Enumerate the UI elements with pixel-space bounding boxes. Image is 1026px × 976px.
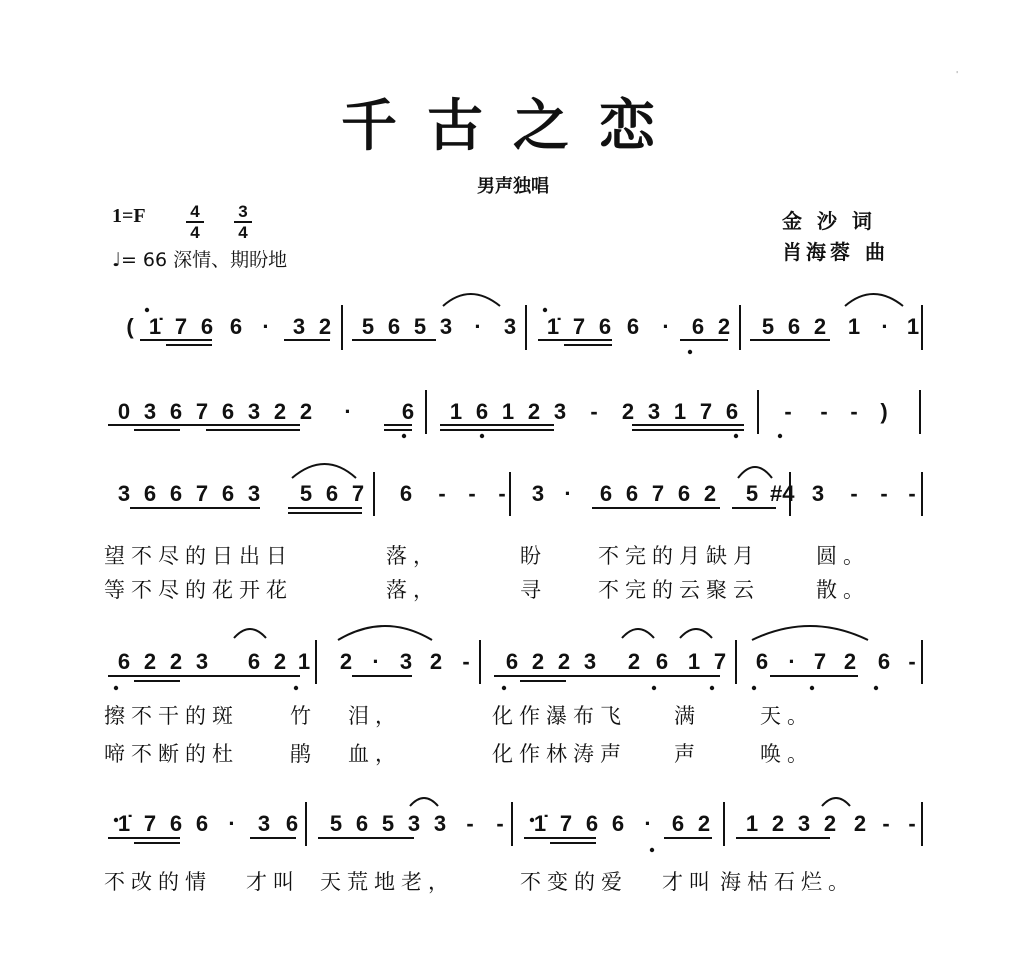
lyric-line-2: 落， bbox=[386, 578, 440, 602]
lyric-line-2: 化作林涛声 bbox=[492, 742, 627, 766]
jianpu-note: 3 bbox=[503, 314, 517, 339]
jianpu-note: 2 bbox=[169, 649, 183, 674]
jianpu-note: 1̇ bbox=[148, 314, 162, 339]
jianpu-note: · bbox=[644, 811, 652, 836]
jianpu-note: 2 bbox=[318, 314, 332, 339]
jianpu-note: - bbox=[496, 811, 504, 836]
jianpu-note: ( bbox=[126, 314, 134, 339]
lyric-line-2: 啼不断的杜 bbox=[104, 742, 239, 766]
jianpu-note: 2 bbox=[823, 811, 837, 836]
jianpu-note: 2 bbox=[703, 481, 717, 506]
jianpu-note: - bbox=[850, 399, 858, 424]
jianpu-note: 1̇ bbox=[533, 811, 547, 836]
jianpu-note: 2 bbox=[843, 649, 857, 674]
jianpu-note: 6 bbox=[598, 314, 612, 339]
jianpu-note: 3 bbox=[247, 399, 261, 424]
jianpu-note: · bbox=[474, 314, 482, 339]
jianpu-note: 2 bbox=[697, 811, 711, 836]
jianpu-note: 5 bbox=[745, 481, 759, 506]
jianpu-note: 2 bbox=[717, 314, 731, 339]
lyric-line-1: 天荒地老， bbox=[320, 870, 455, 894]
jianpu-note: 3 bbox=[257, 811, 271, 836]
lyric-line-1: 满 bbox=[674, 704, 701, 728]
lyric-line-1: 不变的爱 bbox=[520, 870, 628, 894]
jianpu-note: 2 bbox=[853, 811, 867, 836]
jianpu-note: 6 bbox=[355, 811, 369, 836]
jianpu-note: 2 bbox=[143, 649, 157, 674]
jianpu-note: 3 bbox=[647, 399, 661, 424]
jianpu-note: · bbox=[788, 649, 796, 674]
jianpu-note: 7 bbox=[195, 481, 209, 506]
jianpu-note: 7 bbox=[195, 399, 209, 424]
lyric-line-2: 散。 bbox=[816, 578, 870, 602]
jianpu-note: 3 bbox=[433, 811, 447, 836]
jianpu-note: 3 bbox=[247, 481, 261, 506]
lyric-line-2: 血， bbox=[348, 742, 402, 766]
jianpu-note: 6 bbox=[599, 481, 613, 506]
jianpu-note: ) bbox=[880, 399, 888, 424]
jianpu-note: 7 bbox=[651, 481, 665, 506]
jianpu-note: 5 bbox=[361, 314, 375, 339]
lyric-line-1: 不改的情 bbox=[104, 870, 212, 894]
jianpu-note: 6 bbox=[247, 649, 261, 674]
jianpu-note: 1̇ bbox=[117, 811, 131, 836]
jianpu-note: 5 bbox=[299, 481, 313, 506]
jianpu-note: 6 bbox=[755, 649, 769, 674]
time-sig-bottom: 4 bbox=[190, 223, 200, 242]
lyric-line-1: 不完的月缺月 bbox=[598, 544, 760, 568]
lyric-line-1: 落， bbox=[386, 544, 440, 568]
jianpu-note: 6 bbox=[285, 811, 299, 836]
jianpu-note: 3 bbox=[797, 811, 811, 836]
jianpu-note: - bbox=[908, 649, 916, 674]
jianpu-note: 3 bbox=[439, 314, 453, 339]
jianpu-note: - bbox=[438, 481, 446, 506]
jianpu-note: 2 bbox=[273, 399, 287, 424]
lyric-line-1: 擦不干的斑 bbox=[104, 704, 239, 728]
jianpu-note: 2 bbox=[771, 811, 785, 836]
jianpu-note: 6 bbox=[387, 314, 401, 339]
jianpu-note: 7 bbox=[699, 399, 713, 424]
jianpu-note: 6 bbox=[691, 314, 705, 339]
jianpu-note: 6 bbox=[475, 399, 489, 424]
jianpu-note: 6 bbox=[195, 811, 209, 836]
jianpu-note: 6 bbox=[626, 314, 640, 339]
jianpu-note: - bbox=[882, 811, 890, 836]
jianpu-note: 6 bbox=[143, 481, 157, 506]
jianpu-note: 6 bbox=[877, 649, 891, 674]
jianpu-note: - bbox=[908, 811, 916, 836]
performance-type: 男声独唱 bbox=[477, 176, 549, 197]
jianpu-note: - bbox=[820, 399, 828, 424]
jianpu-note: 1 bbox=[687, 649, 701, 674]
jianpu-note: 0 bbox=[117, 399, 131, 424]
jianpu-note: 7 bbox=[559, 811, 573, 836]
jianpu-note: 1 bbox=[906, 314, 920, 339]
jianpu-note: · bbox=[372, 649, 380, 674]
jianpu-note: 2 bbox=[273, 649, 287, 674]
lyric-line-1: 圆。 bbox=[816, 544, 870, 568]
jianpu-note: 6 bbox=[229, 314, 243, 339]
jianpu-note: 2 bbox=[621, 399, 635, 424]
jianpu-note: 6 bbox=[401, 399, 415, 424]
jianpu-note: 3 bbox=[292, 314, 306, 339]
time-sig-top: 4 bbox=[190, 202, 200, 221]
lyric-line-1: 望不尽的日出日 bbox=[104, 544, 293, 568]
jianpu-note: 3 bbox=[117, 481, 131, 506]
jianpu-note: - bbox=[498, 481, 506, 506]
jianpu-note: 1 bbox=[673, 399, 687, 424]
jianpu-note: 1 bbox=[745, 811, 759, 836]
jianpu-note: · bbox=[344, 399, 352, 424]
lyric-line-1: 化作瀑布飞 bbox=[492, 704, 627, 728]
composer-credit: 肖海蓉 曲 bbox=[782, 240, 889, 264]
jianpu-note: 6 bbox=[200, 314, 214, 339]
jianpu-note: 1 bbox=[297, 649, 311, 674]
jianpu-note: 2 bbox=[557, 649, 571, 674]
jianpu-note: 6 bbox=[625, 481, 639, 506]
lyric-line-2: 声 bbox=[674, 742, 701, 766]
jianpu-note: 6 bbox=[655, 649, 669, 674]
jianpu-note: 2 bbox=[627, 649, 641, 674]
jianpu-note: 6 bbox=[117, 649, 131, 674]
jianpu-note: 3 bbox=[399, 649, 413, 674]
key-signature: 1=F bbox=[112, 205, 146, 227]
time-sig-bottom: 4 bbox=[238, 223, 248, 242]
jianpu-note: - bbox=[590, 399, 598, 424]
jianpu-note: - bbox=[466, 811, 474, 836]
jianpu-note: 6 bbox=[787, 314, 801, 339]
lyric-line-2: 唤。 bbox=[760, 742, 814, 766]
lyric-line-1: 泪， bbox=[348, 704, 402, 728]
jianpu-note: 6 bbox=[725, 399, 739, 424]
jianpu-note: - bbox=[468, 481, 476, 506]
jianpu-note: - bbox=[850, 481, 858, 506]
lyricist-credit: 金 沙 词 bbox=[782, 209, 876, 233]
jianpu-note: 5 bbox=[381, 811, 395, 836]
lyric-line-1: 竹 bbox=[290, 704, 317, 728]
jianpu-note: 5 bbox=[413, 314, 427, 339]
jianpu-note: 3 bbox=[531, 481, 545, 506]
jianpu-note: 6 bbox=[671, 811, 685, 836]
lyric-line-1: 盼 bbox=[520, 544, 547, 568]
jianpu-note: 3 bbox=[811, 481, 825, 506]
jianpu-note: 7 bbox=[813, 649, 827, 674]
jianpu-note: 3 bbox=[407, 811, 421, 836]
jianpu-note: · bbox=[662, 314, 670, 339]
jianpu-note: 6 bbox=[585, 811, 599, 836]
jianpu-note: 6 bbox=[169, 399, 183, 424]
jianpu-note: · bbox=[881, 314, 889, 339]
jianpu-note: 6 bbox=[611, 811, 625, 836]
lyric-line-1: 海枯石烂。 bbox=[720, 870, 855, 894]
jianpu-note: 3 bbox=[553, 399, 567, 424]
jianpu-note: 3 bbox=[583, 649, 597, 674]
jianpu-note: 2 bbox=[339, 649, 353, 674]
time-sig-top: 3 bbox=[238, 202, 248, 221]
lyric-line-1: 才叫 bbox=[246, 870, 300, 894]
jianpu-note: · bbox=[262, 314, 270, 339]
corner-mark: ' bbox=[956, 70, 959, 79]
jianpu-note: - bbox=[784, 399, 792, 424]
jianpu-note: 3 bbox=[143, 399, 157, 424]
jianpu-note: 7 bbox=[351, 481, 365, 506]
jianpu-note: 5 bbox=[761, 314, 775, 339]
jianpu-note: 7 bbox=[143, 811, 157, 836]
jianpu-note: 1 bbox=[847, 314, 861, 339]
jianpu-note: 1̇ bbox=[546, 314, 560, 339]
jianpu-note: 7 bbox=[713, 649, 727, 674]
jianpu-note: 3 bbox=[195, 649, 209, 674]
jianpu-note: 6 bbox=[221, 481, 235, 506]
jianpu-note: 7 bbox=[174, 314, 188, 339]
jianpu-note: · bbox=[564, 481, 572, 506]
lyric-line-1: 天。 bbox=[760, 704, 814, 728]
tempo-marking: ♩= 66 深情、期盼地 bbox=[112, 249, 288, 271]
jianpu-note: - bbox=[908, 481, 916, 506]
jianpu-note: 2 bbox=[429, 649, 443, 674]
jianpu-note: 6 bbox=[169, 481, 183, 506]
song-title: 千古之恋 bbox=[341, 94, 685, 159]
jianpu-note: 5 bbox=[329, 811, 343, 836]
jianpu-note: 7 bbox=[572, 314, 586, 339]
jianpu-note: 6 bbox=[169, 811, 183, 836]
jianpu-note: 6 bbox=[325, 481, 339, 506]
jianpu-note: 2 bbox=[527, 399, 541, 424]
lyric-line-2: 等不尽的花开花 bbox=[104, 578, 293, 602]
lyric-line-1: 才叫 bbox=[662, 870, 716, 894]
jianpu-note: 6 bbox=[221, 399, 235, 424]
jianpu-note: #4 bbox=[770, 481, 795, 506]
jianpu-note: 2 bbox=[813, 314, 827, 339]
jianpu-note: 2 bbox=[299, 399, 313, 424]
jianpu-note: 1 bbox=[501, 399, 515, 424]
jianpu-note: - bbox=[880, 481, 888, 506]
jianpu-note: 6 bbox=[677, 481, 691, 506]
jianpu-note: 1 bbox=[449, 399, 463, 424]
jianpu-note: 6 bbox=[505, 649, 519, 674]
lyric-line-2: 鹃 bbox=[290, 742, 317, 766]
lyric-line-2: 不完的云聚云 bbox=[598, 578, 760, 602]
jianpu-note: - bbox=[462, 649, 470, 674]
jianpu-note: 6 bbox=[399, 481, 413, 506]
lyric-line-2: 寻 bbox=[520, 578, 547, 602]
jianpu-note: 2 bbox=[531, 649, 545, 674]
jianpu-note: · bbox=[228, 811, 236, 836]
